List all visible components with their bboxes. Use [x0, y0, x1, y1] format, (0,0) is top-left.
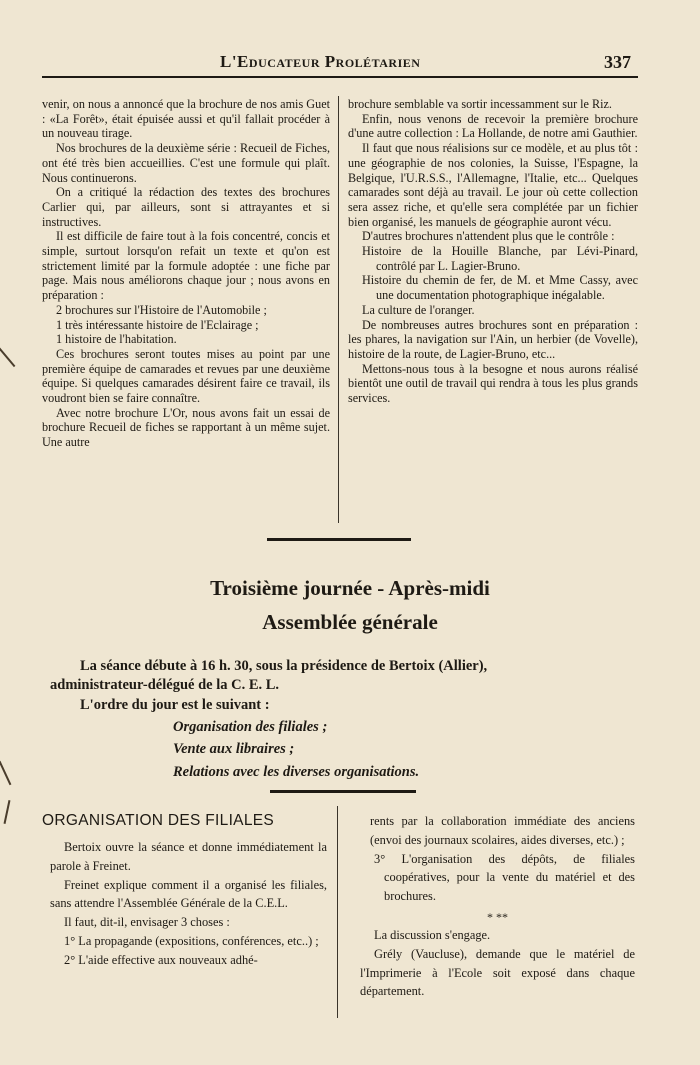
paragraph: 1 histoire de l'habitation. [56, 332, 177, 347]
paragraph: On a critiqué la rédaction des textes des brochures Carlier qui, par ailleurs, sont si attrayantes et si instructives. [42, 185, 330, 229]
paragraph: Nos brochures de la deuxième série : Recueil de Fiches, ont été très bien accueillies. C'est une formule qui plaît. Nous continuerons. [42, 141, 330, 185]
paragraph: Avec notre brochure L'Or, nous avons fait un essai de brochure Recueil de fiches se rapportant à un même sujet. Une autre [42, 405, 330, 450]
session-intro: La séance débute à 16 h. 30, sous la présidence de Bertoix (Allier), [80, 658, 488, 674]
bottom-left-column [50, 838, 327, 970]
list-item: 3° L'organisation des dépôts, de filiales coopératives, pour la vente du matériel et des brochures. [374, 851, 635, 904]
paragraph: Enfin, nous venons de recevoir la première brochure d'une autre collection : La Hollande, de notre ami Gauthier. [348, 111, 638, 141]
scan-mark [0, 761, 11, 785]
paragraph: Ces brochures seront toutes mises au point par une première équipe de camarades et revues par une deuxième équipe. Si quelques camarades désirent faire ce travail, ils voudront bien se faire connaître. [42, 346, 330, 406]
paragraph: Bertoix ouvre la séance et donne immédiatement la parole à Freinet. [50, 840, 327, 873]
paragraph: Il faut que nous réalisions sur ce modèle, et au plus tôt : une géographie de nos colonies, la Suisse, l'Espagne, la Belgique, l'U.R.S.S., l'Allemagne, l'Italie, etc... Quelques camarades sont déjà au travail. Le jour où cette collection sera assez riche, et qu'elle sera complétée par un fichier bien organisé, les manuels de géographie auront vécu. [348, 141, 638, 229]
paragraph: Il faut, dit-il, envisager 3 choses : [64, 915, 230, 930]
paragraph: venir, on nous a annoncé que la brochure de nos amis Guet : «La Forêt», était épuisée aussi et qu'il fallait procéder à un nouveau tirage. [42, 97, 330, 141]
asterism: * ** [487, 909, 508, 924]
paragraph: 2 brochures sur l'Histoire de l'Automobile ; [56, 302, 267, 317]
column-divider [337, 806, 338, 1018]
paragraph: Mettons-nous tous à la besogne et nous aurons réalisé bientôt une outil de travail qui rendra à tous les plus grands services. [348, 361, 638, 406]
section-title: ORGANISATION DES FILIALES [42, 812, 275, 829]
session-title: Troisième journée - Après-midi [210, 576, 490, 600]
session-intro-continued: administrateur-délégué de la C. E. L. [50, 677, 280, 693]
paragraph: D'autres brochures n'attendent plus que le contrôle : [362, 229, 615, 244]
paragraph: Histoire de la Houille Blanche, par Lévi-Pinard, contrôlé par L. Lagier-Bruno. [362, 244, 638, 273]
paragraph: De nombreuses autres brochures sont en préparation : les phares, la navigation sur l'Ain, un herbier (de Vovelle), histoire de la route, de Lagier-Bruno, etc... [348, 317, 638, 361]
paragraph: Histoire du chemin de fer, de M. et Mme Cassy, avec une documentation photographique inégalable. [362, 273, 638, 303]
scan-mark [0, 343, 15, 367]
agenda-item: Organisation des filiales ; [173, 719, 328, 735]
top-left-column [42, 97, 330, 450]
agenda-item: Vente aux libraires ; [173, 741, 295, 757]
section-rule [267, 538, 411, 541]
session-subtitle: Assemblée générale [262, 610, 438, 634]
journal-title: L'Educateur Prolétarien [220, 52, 421, 71]
header-rule [42, 76, 638, 78]
page-number: 337 [604, 52, 631, 72]
column-divider [338, 96, 339, 523]
paragraph: La discussion s'engage. [374, 927, 491, 942]
agenda-item: Relations avec les diverses organisations. [173, 764, 420, 780]
top-right-column [348, 97, 638, 406]
list-item: 1° La propagande (expositions, conférences, etc..) ; [64, 933, 319, 948]
paragraph: La culture de l'oranger. [362, 302, 475, 317]
paragraph: Il est difficile de faire tout à la fois concentré, concis et simple, surtout lorsqu'on refait un texte et qu'on est strictement limité par la formule adoptée : une fiche par page. Mais nous améliorons chaque jour ; nous avons en préparation : [42, 229, 330, 303]
paragraph: brochure semblable va sortir incessamment sur le Riz. [348, 97, 612, 111]
list-item: rents par la collaboration immédiate des anciens (envoi des journaux scolaires, aides diverses, etc.) ; [370, 814, 635, 847]
list-item: 2° L'aide effective aux nouveaux adhé- [64, 952, 258, 967]
paragraph: 1 très intéressante histoire de l'Eclairage ; [56, 317, 259, 332]
agenda-label: L'ordre du jour est le suivant : [80, 697, 270, 713]
bottom-right-column [360, 812, 635, 1001]
paragraph: Freinet explique comment il a organisé les filiales, sans attendre l'Assemblée Générale de la C.E.L. [50, 877, 327, 911]
paragraph: Grély (Vaucluse), demande que le matériel de l'Imprimerie à l'Ecole soit exposé dans chaque département. [360, 946, 635, 999]
section-rule [270, 790, 416, 793]
scan-mark [4, 800, 11, 824]
